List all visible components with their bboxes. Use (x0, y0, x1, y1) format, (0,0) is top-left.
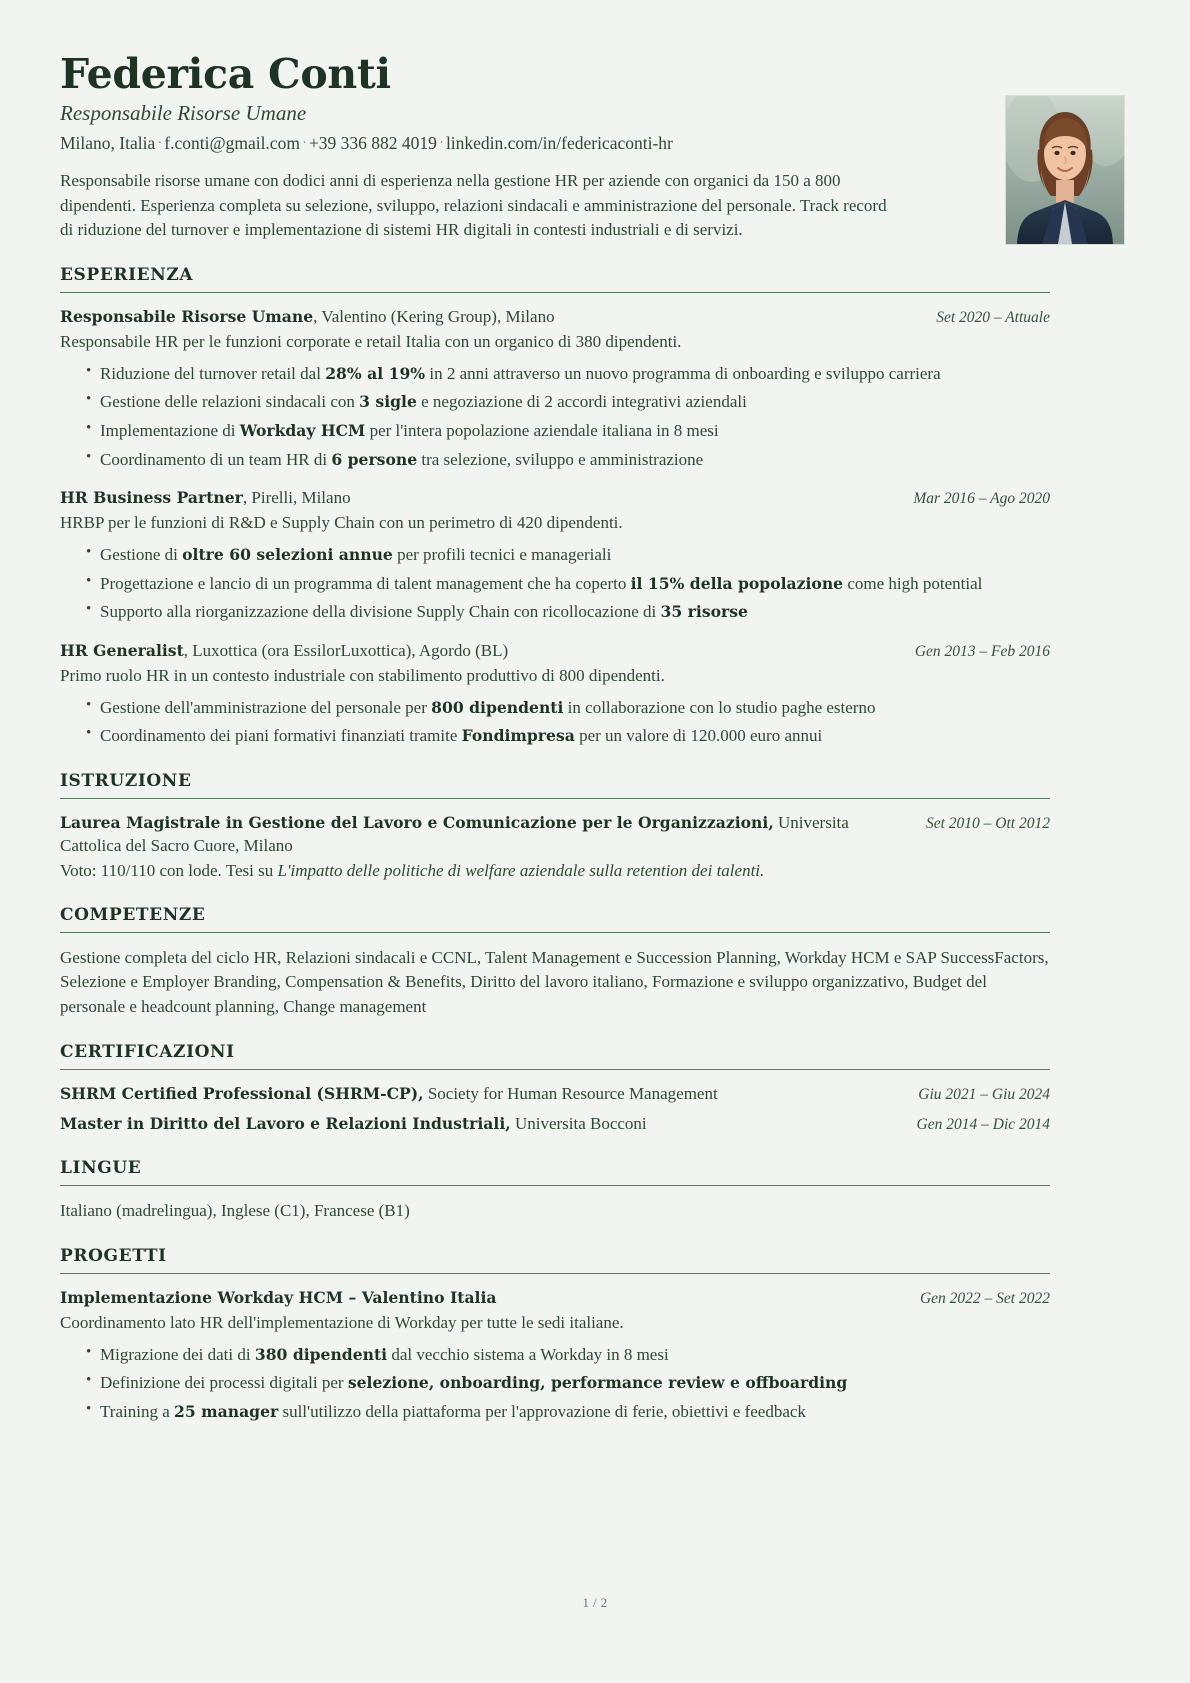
education-entry-head (60, 812, 1050, 858)
section-education (60, 771, 1050, 883)
experience-role: HR Business Partner (60, 488, 243, 508)
section-divider (60, 292, 1050, 293)
bullet-item (86, 600, 1050, 625)
certification-name: SHRM Certified Professional (SHRM-CP), (60, 1083, 424, 1103)
bullet-text: per l'intera popolazione aziendale italiana in 8 mesi (365, 420, 719, 440)
experience-date: Mar 2016 – Ago 2020 (913, 490, 1050, 508)
contact-separator-icon: · (438, 135, 444, 152)
section-title-projects: PROGETTI (60, 1246, 167, 1267)
certification-entry (60, 1083, 1050, 1106)
certification-entry (60, 1113, 1050, 1136)
contact-separator-icon: · (301, 135, 307, 152)
experience-title (60, 640, 897, 663)
experience-entry-head (60, 306, 1050, 329)
bullet-text: dal vecchio sistema a Workday in 8 mesi (387, 1344, 669, 1364)
section-title-experience: ESPERIENZA (60, 264, 194, 285)
education-thesis-title: L'impatto delle politiche di welfare aziendale sulla retention dei talenti. (277, 860, 765, 880)
experience-role: HR Generalist (60, 640, 184, 660)
section-divider (60, 1273, 1050, 1274)
bullet-text: Coordinamento dei piani formativi finanziati tramite (100, 726, 462, 746)
profile-photo (1005, 95, 1125, 245)
bullet-highlight: 800 dipendenti (431, 697, 564, 717)
education-note (60, 859, 1050, 883)
contact-linkedin[interactable]: linkedin.com/in/federicaconti-hr (445, 133, 673, 154)
bullet-text: Gestione di (100, 544, 183, 564)
languages-list: Italiano (madrelingua), Inglese (C1), Francese (B1) (60, 1201, 410, 1221)
project-summary: Coordinamento lato HR dell'implementazione di Workday per tutte le sedi italiane. (60, 1312, 624, 1332)
bullet-text: come high potential (843, 573, 983, 593)
section-title-education: ISTRUZIONE (60, 770, 192, 791)
bullet-text: Gestione delle relazioni sindacali con (100, 392, 360, 412)
section-skills (60, 905, 1050, 1020)
experience-bullets (60, 543, 1050, 625)
bullet-highlight: il 15% della popolazione (630, 573, 844, 593)
certification-entry-head (60, 1083, 1050, 1106)
bullet-highlight: Fondimpresa (461, 726, 575, 746)
education-title (60, 812, 908, 858)
education-date: Set 2010 – Ott 2012 (926, 814, 1050, 832)
resume-header (60, 52, 1050, 243)
bullet-item (86, 572, 1050, 597)
certification-date: Giu 2021 – Giu 2024 (918, 1085, 1050, 1103)
section-title-skills: COMPETENZE (60, 904, 206, 925)
education-entry (60, 812, 1050, 883)
bullet-highlight: 28% al 19% (325, 363, 426, 383)
bullet-text: Coordinamento di un team HR di (100, 449, 332, 469)
bullet-item (86, 362, 1050, 387)
section-divider (60, 798, 1050, 799)
bullet-highlight: selezione, onboarding, performance review e offboarding (347, 1373, 848, 1393)
education-institution: Universita Cattolica del Sacro Cuore, Milano (60, 812, 849, 855)
experience-summary: HRBP per le funzioni di R&D e Supply Chain con un perimetro di 420 dipendenti. (60, 513, 623, 533)
section-divider (60, 1185, 1050, 1186)
contact-line (60, 132, 1050, 155)
bullet-text: Implementazione di (100, 420, 240, 440)
certification-title (60, 1113, 899, 1136)
bullet-item (86, 696, 1050, 721)
candidate-name: Federica Conti (60, 50, 391, 98)
bullet-highlight: oltre 60 selezioni annue (182, 544, 393, 564)
section-title-languages: LINGUE (60, 1158, 142, 1179)
bullet-text: in collaborazione con lo studio paghe esterno (563, 697, 876, 717)
education-note-prefix: Voto: 110/110 con lode. Tesi su (60, 860, 278, 880)
experience-entry (60, 640, 1050, 749)
contact-phone[interactable]: +39 336 882 4019 (308, 133, 437, 154)
bullet-text: Training a (100, 1402, 174, 1422)
experience-bullets (60, 696, 1050, 749)
project-date: Gen 2022 – Set 2022 (919, 1290, 1050, 1308)
experience-title (60, 487, 895, 510)
project-bullets (60, 1343, 1050, 1425)
certification-title (60, 1083, 900, 1106)
bullet-item (86, 448, 1050, 473)
section-languages (60, 1158, 1050, 1224)
certification-issuer: Society for Human Resource Management (423, 1083, 718, 1103)
section-certifications (60, 1042, 1050, 1137)
page-footer (0, 1595, 1190, 1611)
bullet-text: per un valore di 120.000 euro annui (574, 726, 823, 746)
experience-company: , Valentino (Kering Group), Milano (313, 306, 555, 326)
certification-name: Master in Diritto del Lavoro e Relazioni Industriali, (60, 1114, 511, 1134)
experience-company: , Pirelli, Milano (242, 488, 351, 508)
bullet-highlight: 3 sigle (359, 392, 417, 412)
bullet-highlight: 35 risorse (660, 602, 748, 622)
experience-entry (60, 306, 1050, 472)
certification-date: Gen 2014 – Dic 2014 (916, 1116, 1050, 1134)
certification-issuer: Universita Bocconi (510, 1114, 647, 1134)
candidate-headline: Responsabile Risorse Umane (60, 101, 307, 126)
bullet-highlight: 380 dipendenti (254, 1344, 388, 1364)
project-entry (60, 1287, 1050, 1425)
project-entry-head (60, 1287, 1050, 1310)
experience-summary: Responsabile HR per le funzioni corporate e retail Italia con un organico di 380 dipendenti. (60, 331, 682, 351)
experience-summary: Primo ruolo HR in un contesto industriale con stabilimento produttivo di 800 dipendenti. (60, 665, 665, 685)
bullet-text: Supporto alla riorganizzazione della divisione Supply Chain con ricollocazione di (100, 602, 661, 622)
project-name: Implementazione Workday HCM – Valentino Italia (60, 1288, 497, 1308)
section-title-certifications: CERTIFICAZIONI (60, 1041, 235, 1062)
experience-role: Responsabile Risorse Umane (60, 306, 314, 326)
bullet-text: e negoziazione di 2 accordi integrativi aziendali (416, 392, 747, 412)
bullet-text: Definizione dei processi digitali per (100, 1373, 348, 1393)
contact-separator-icon: · (157, 135, 163, 152)
page-indicator: 1 / 2 (582, 1595, 608, 1610)
section-divider (60, 932, 1050, 933)
experience-entry (60, 487, 1050, 625)
bullet-highlight: 6 persone (331, 449, 418, 469)
education-degree: Laurea Magistrale in Gestione del Lavoro e Comunicazione per le Organizzazioni, (60, 812, 774, 832)
bullet-item (86, 1371, 1050, 1396)
profile-summary: Responsabile risorse umane con dodici anni di esperienza nella gestione HR per aziende con organici da 150 a 800 dipendenti. Esperienza completa su selezione, sviluppo, relazioni sindacali e amministrazione del personale. Track record di riduzione del turnover e implementazione di sistemi HR digitali in contesti industriali e di servizi. (60, 171, 887, 240)
bullet-text: Migrazione dei dati di (100, 1344, 255, 1364)
bullet-text: in 2 anni attraverso un nuovo programma di onboarding e sviluppo carriera (425, 363, 941, 383)
contact-location: Milano, Italia (60, 133, 156, 154)
bullet-item (86, 419, 1050, 444)
bullet-text: sull'utilizzo della piattaforma per l'approvazione di ferie, obiettivi e feedback (278, 1402, 806, 1422)
bullet-text: tra selezione, sviluppo e amministrazione (417, 449, 704, 469)
section-projects (60, 1246, 1050, 1425)
profile-photo-illustration (1006, 96, 1124, 244)
experience-bullets (60, 362, 1050, 473)
bullet-text: Gestione dell'amministrazione del personale per (100, 697, 432, 717)
experience-entry-head (60, 487, 1050, 510)
certification-entry-head (60, 1113, 1050, 1136)
experience-title (60, 306, 918, 329)
bullet-item (86, 1400, 1050, 1425)
section-divider (60, 1069, 1050, 1070)
bullet-text: per profili tecnici e manageriali (392, 544, 612, 564)
bullet-item (86, 390, 1050, 415)
bullet-highlight: Workday HCM (239, 420, 366, 440)
experience-entry-head (60, 640, 1050, 663)
bullet-item (86, 1343, 1050, 1368)
experience-date: Set 2020 – Attuale (936, 308, 1050, 326)
section-experience (60, 265, 1050, 749)
bullet-text: Progettazione e lancio di un programma di talent management che ha coperto (100, 573, 631, 593)
experience-company: , Luxottica (ora EssilorLuxottica), Agordo (BL) (183, 640, 509, 660)
bullet-highlight: 25 manager (174, 1402, 279, 1422)
experience-date: Gen 2013 – Feb 2016 (914, 642, 1050, 660)
bullet-text: Riduzione del turnover retail dal (100, 363, 326, 383)
bullet-item (86, 543, 1050, 568)
contact-email[interactable]: f.conti@gmail.com (164, 133, 300, 154)
bullet-item (86, 724, 1050, 749)
skills-list: Gestione completa del ciclo HR, Relazioni sindacali e CCNL, Talent Management e Succession Planning, Workday HCM e SAP SuccessFactors, Selezione e Employer Branding, Compensation & Benefits, Diritto del lavoro italiano, Formazione e sviluppo organizzativo, Budget del personale e headcount planning, Change management (60, 947, 1049, 1016)
project-title (60, 1287, 902, 1310)
